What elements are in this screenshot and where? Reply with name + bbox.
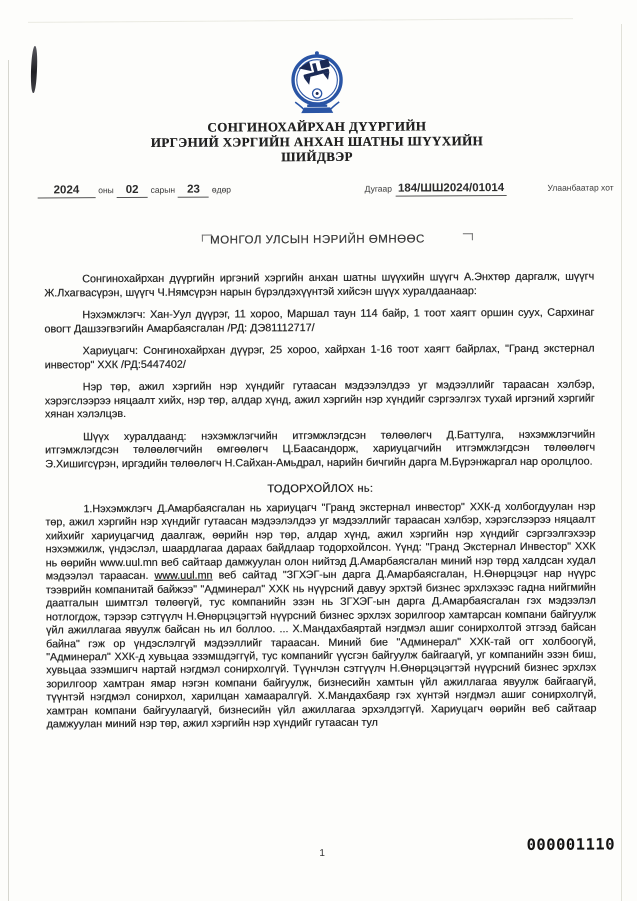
header-logo-area [0, 0, 635, 118]
paragraph-plaintiff: Нэхэмжлэгч: Хан-Уул дүүрэг, 11 хороо, Маршал таун 114 байр, 1 тоот хаягт оршин суух, Сархинаг овогт Дашзэгвэгийн Амарбаясгалан /РД: ДЭ81112717/ [44, 306, 595, 335]
document-number-value: 184/ШШ2024/01014 [396, 182, 506, 197]
date-day-label: өдөр [211, 184, 232, 195]
registration-mark-left [202, 235, 212, 242]
date-year: 2024 [38, 184, 96, 198]
paragraph-defendant: Хариуцагч: Сонгинохайрхан дүүрэг, 25 хороо, хайрхан 1-16 тоот хаягт байрлах, "Гранд экстернал инвестор" ХХК /РД:5447402/ [44, 342, 595, 371]
title-line-2: ИРГЭНИЙ ХЭРГИЙН АНХАН ШАТНЫ ШҮҮХИЙН [150, 133, 484, 150]
document-body [0, 270, 637, 732]
title-line-3: ШИЙДВЭР [281, 148, 353, 165]
title-line-1: СОНГИНОХАЙРХАН ДҮҮРГИЙН [207, 118, 427, 135]
date-year-label: оны [98, 185, 114, 196]
registration-mark-right [463, 233, 473, 240]
section-heading: ТОДОРХОЙЛОХ нь: [267, 482, 374, 496]
on-behalf-line [0, 232, 636, 253]
date-month-label: сарын [150, 184, 176, 195]
document-date [35, 183, 231, 198]
date-month: 02 [117, 184, 148, 198]
stamp-number: 000001110 [526, 835, 616, 854]
document-meta-row [0, 179, 636, 202]
paragraph-court-panel: Сонгинохайрхан дүүргийн иргэний хэргийн анхан шатны шүүхийн шүүгч А.Энхтөр даргалж, шүүгч Ж.Лхагвасүрэн, шүүгч Ч.Нямсүрэн нарын бүрэлдэхүүнтэй хийсэн шүүх хуралдаанаар: [44, 270, 595, 299]
document-number-label: Дугаар [364, 183, 392, 194]
claim-text-part1: 1.Нэхэмжлэгч Д.Амарбаясгалан нь хариуцагч "Гранд экстернал инвестор" ХХК-д холбогдуулан нэр төр, ажил хэргийн нэр хүндийг гутаасан мэдээлэлдээ уг мэдээллийг тараасан хэлбэр, хэрэгслээрээ няцаалт хийхийг хариуцагчид даалгаж, өөрийн нэр төр, алдар хүнд, ажил хэргийн нэр хүндийг сэргээлгэхээр нэхэмжилж, үндэслэл, шаардлагаа дараах байдлаар тодорхойлсон. Үүнд: "Гранд Экстернал Инвестор" ХХК нь өөрийн www.uul.mn веб сайтаар дамжуулан олон нийтэд Д.Амарбаясгалан миний нэр төрд халдсан худал мэдээлэл тараасан. [45, 500, 596, 583]
paragraph-case-subject: Нэр төр, ажил хэргийн нэр хүндийг гутаасан мэдээлэлдээ уг мэдээллийг тараасан хэлбэр, хэрэгслээрээ няцаалт хийх, нэр төр, алдар хүнд, ажил хэргийн нэр хүндийг сэргээлгэх тухай иргэний хэргийг хянан хэлэлцэв. [44, 378, 595, 421]
claim-text-part2: веб сайтад "ЗГХЭГ-ын дарга Д.Амарбаясгалан, Н.Өнөрцэцэг нар нүүрс тээврийн компанитай байжээ" "Админерал" ХХК нь нүүрсний давуу эрхтэй бизнес эрхлэхээс гадна нийгмийн даатгалын шимтгэл төлөөгүй, тус компанийн эзэн нь ЗГХЭГ-ын дарга Д.Амарбаясгалан гэх мэдээлэл нотлогдож, тэрээр сэтгүүлч Н.Өнөрцэцэгтэй нүүрсний бизнес эрхлэх зорилгоор хамтарсан компани байгуулж үйл ажиллагаа явуулж байсан нь ил боллоо. ... Х.Мандахбаяртай нэгдмэл ашиг сонирхолтой этгээд байсан байна" гэж ор үндэслэлгүй мэдээллийг тараасан. Миний бие "Админерал" ХХК-тай огт холбоогүй, "Админерал" ХХК-д хувьцаа эзэмшдэггүй, тус компанийг үүсгэн байгуулж байгаагүй, уг компанийн эзэн биш, хувьцаа эзэмшигч нартай нэгдмэл сонирхолгүй. Түүнчлэн сэтгүүлч Н.Өнөрцэцэгтэй нүүрсний бизнес эрхлэх зорилгоор хамтран ямар нэгэн компани байгуулж, бизнесийн хамтын үйл ажиллагаа явуулж байгаагүй, түүнтэй нэгдмэл сонирхол, харилцан хамааралгүй. Х.Мандахбаяр гэх хүнтэй нэгдмэл ашиг сонирхолгүй, хамтран компани байгуулаагүй, бизнесийн үйл ажиллагаа эрхэлдэггүй. Хариуцагч өөрийн веб сайтаар дамжуулан миний нэр төр, ажил хэргийн нэр хүндийг гутаасан тул [45, 567, 597, 731]
document-number [365, 182, 507, 197]
date-day: 23 [178, 184, 209, 198]
document-city: Улаанбаатар хот [547, 182, 614, 193]
on-behalf-text: МОНГОЛ УЛСЫН НЭРИЙН ӨМНӨӨС [209, 233, 425, 247]
paragraph-participants: Шүүх хуралдаанд: нэхэмжлэгчийн итгэмжлэгдсэн төлөөлөгч Д.Баттулга, нэхэмжлэгчийн итгэмжлэгдсэн төлөөлөгчийн өмгөөлөгч Ц.Баасандорж, хариуцагчийн итгэмжлэгдсэн төлөөлөгч Э.Хишигсүрэн, иргэдийн төлөөлөгч Н.Сайхан-Амьдрал, нарийн бичгийн дарга М.Бүрэнжаргал нар оролцлоо. [44, 428, 596, 470]
claim-description-paragraph [45, 501, 596, 733]
court-emblem-icon [282, 50, 350, 116]
page-number: 1 [319, 847, 325, 860]
website-url-text: www.uul.mn [154, 569, 213, 583]
document-title [0, 117, 635, 165]
